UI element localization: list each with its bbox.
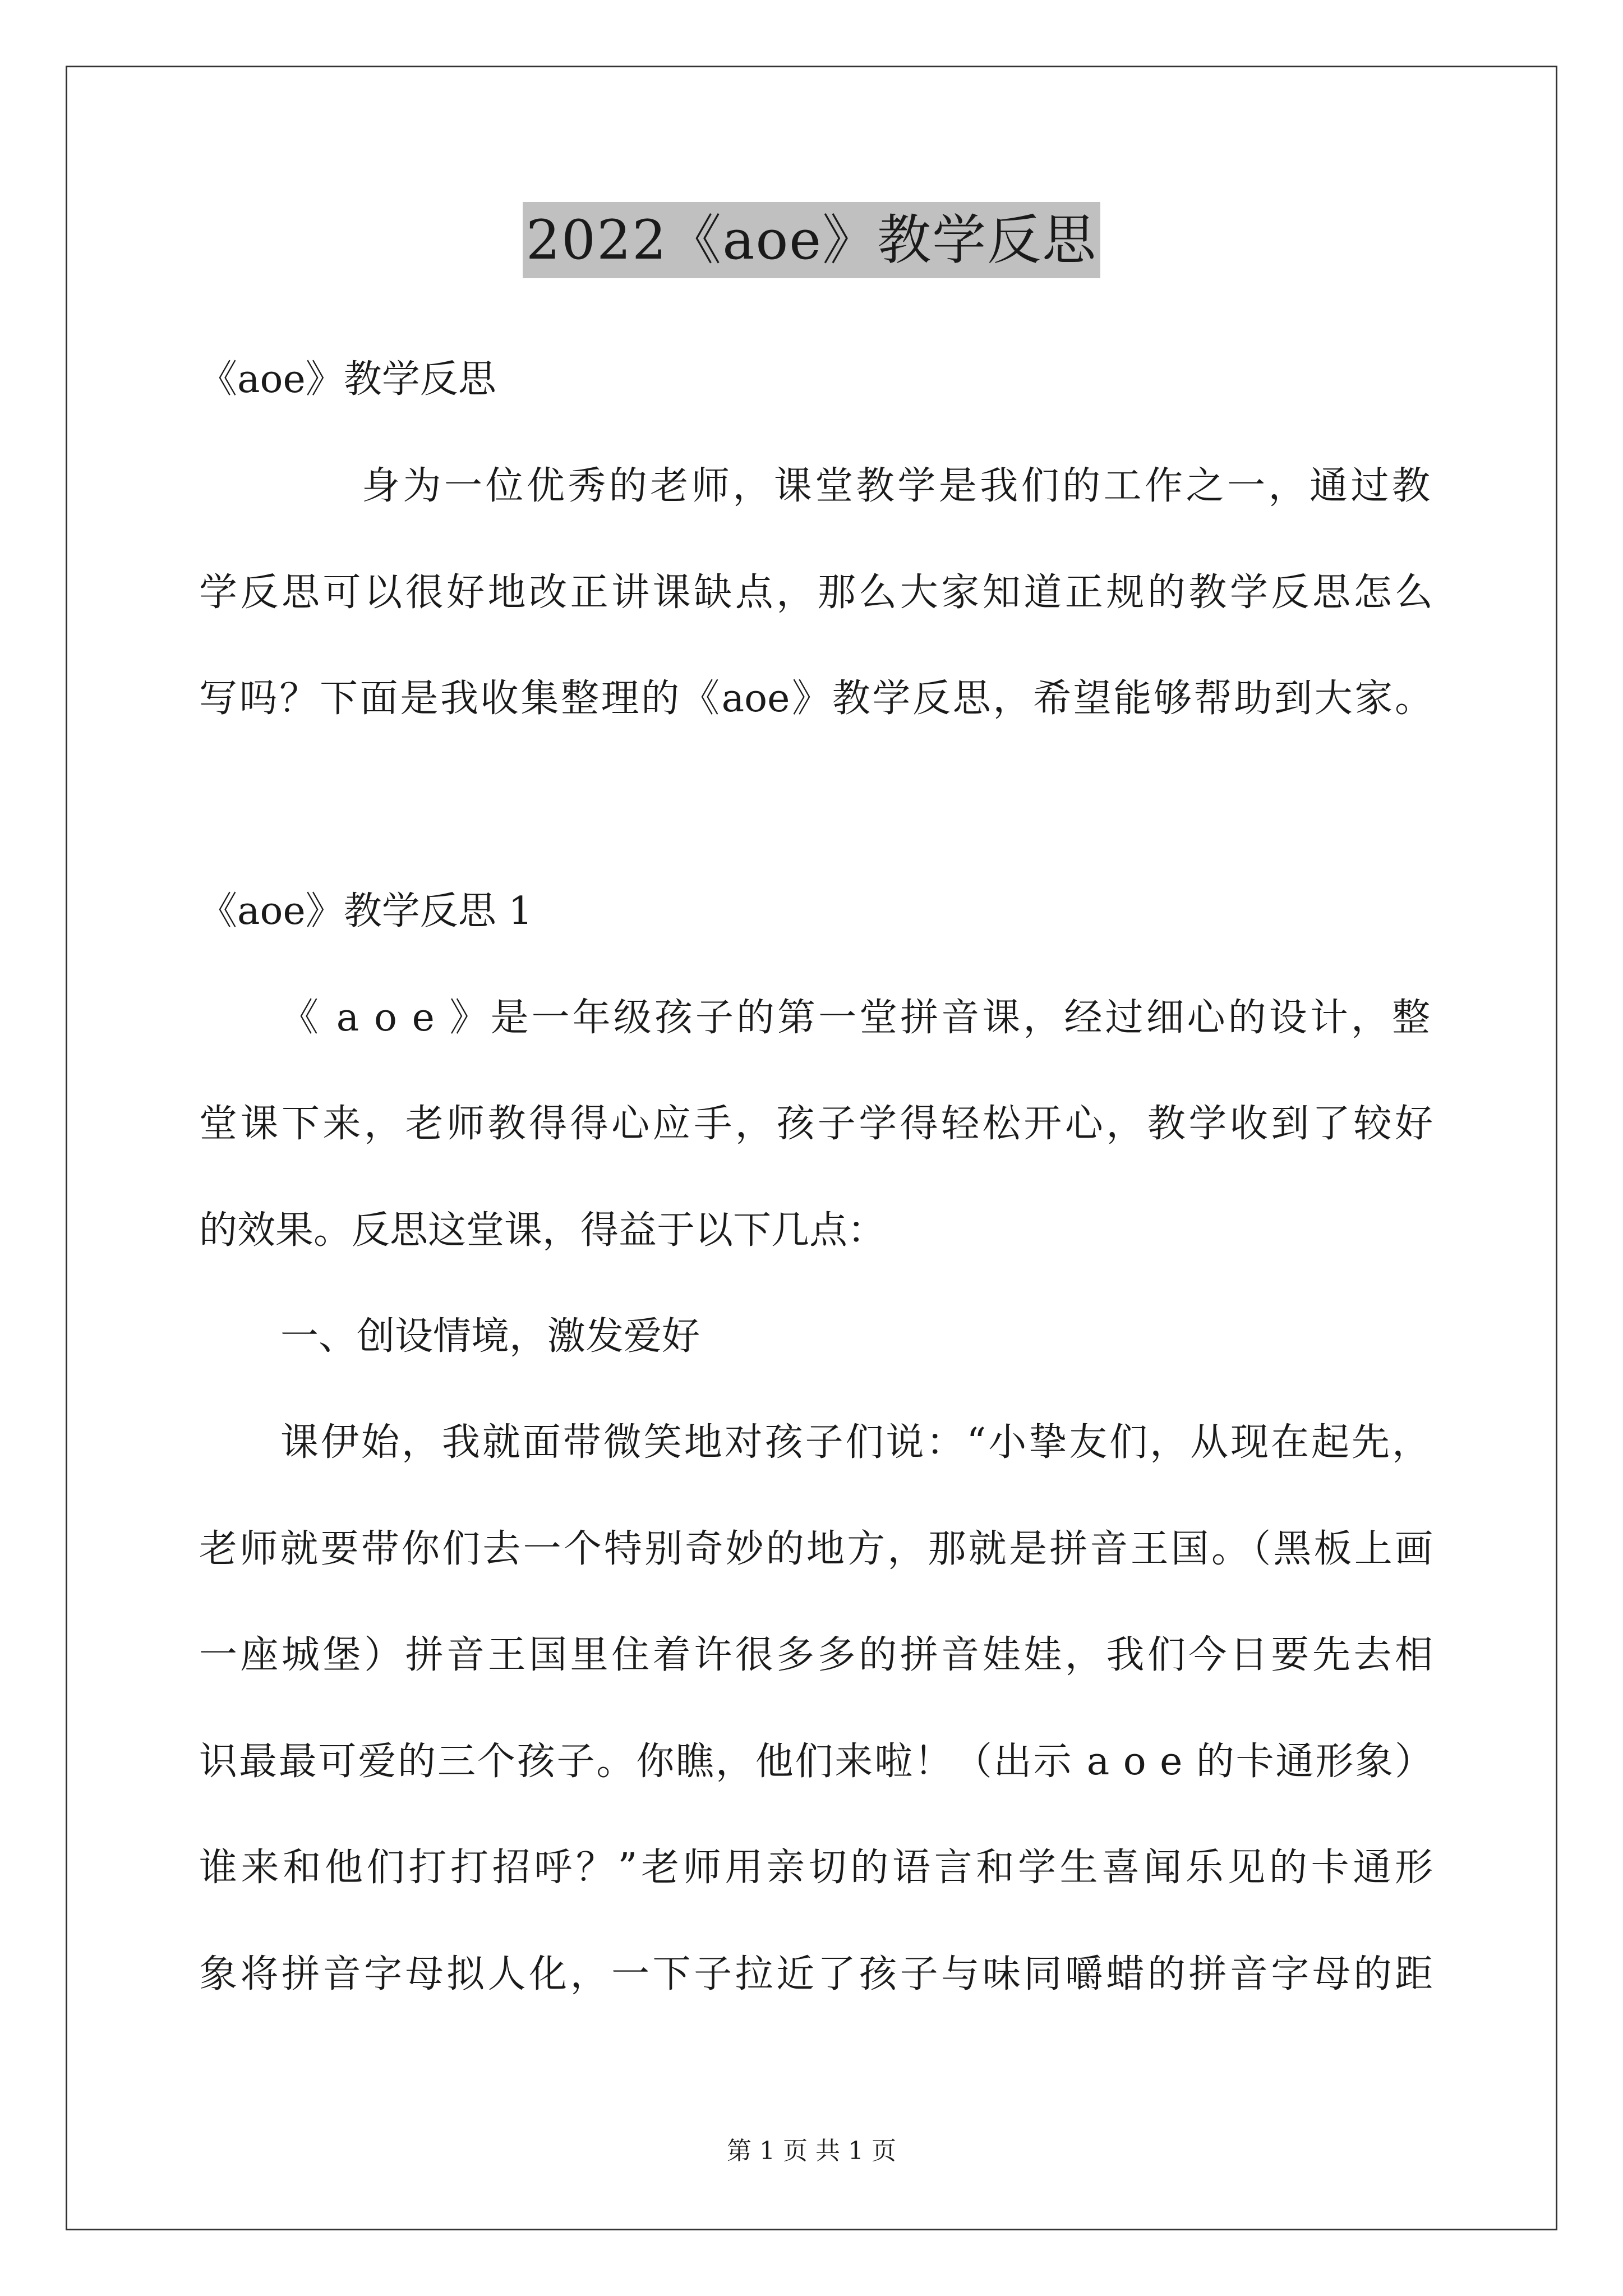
paragraph-line: 《 a o e 》是一年级孩子的第一堂拼音课，经过细心的设计，整 <box>280 996 1430 1040</box>
document-title: 2022《aoe》教学反思 <box>523 202 1100 278</box>
paragraph-line: 谁来和他们打打招呼？”老师用亲切的语言和学生喜闻乐见的卡通形 <box>199 1846 1433 1890</box>
paragraph-line: 象将拼音字母拟人化，一下子拉近了孩子与味同嚼蜡的拼音字母的距 <box>199 1952 1433 1996</box>
title-container <box>0 202 1623 278</box>
paragraph-line: 一座城堡）拼音王国里住着许很多多的拼音娃娃，我们今日要先去相 <box>199 1633 1433 1677</box>
paragraph-line: 堂课下来，老师教得得心应手，孩子学得轻松开心，教学收到了较好 <box>199 1102 1433 1146</box>
paragraph-line: 课伊始，我就面带微笑地对孩子们说：“小挚友们，从现在起先， <box>280 1420 1430 1465</box>
page-footer: 第 1 页 共 1 页 <box>727 2137 896 2165</box>
paragraph-line: 身为一位优秀的老师，课堂教学是我们的工作之一，通过教 <box>362 464 1430 508</box>
section-heading-1: 《aoe》教学反思 1 <box>199 889 533 933</box>
paragraph-line: 识最最可爱的三个孩子。你瞧，他们来啦！（出示 a o e 的卡通形象） <box>199 1740 1433 1784</box>
section-heading-intro: 《aoe》教学反思 <box>199 357 496 402</box>
paragraph-line: 的效果。反思这堂课，得益于以下几点： <box>199 1208 886 1253</box>
paragraph-line: 写吗？下面是我收集整理的《aoe》教学反思，希望能够帮助到大家。 <box>199 677 1433 721</box>
paragraph-line: 老师就要带你们去一个特别奇妙的地方，那就是拼音王国。（黑板上画 <box>199 1527 1433 1571</box>
subheading: 一、创设情境，激发爱好 <box>280 1314 700 1359</box>
paragraph-line: 学反思可以很好地改正讲课缺点，那么大家知道正规的教学反思怎么 <box>199 570 1433 615</box>
